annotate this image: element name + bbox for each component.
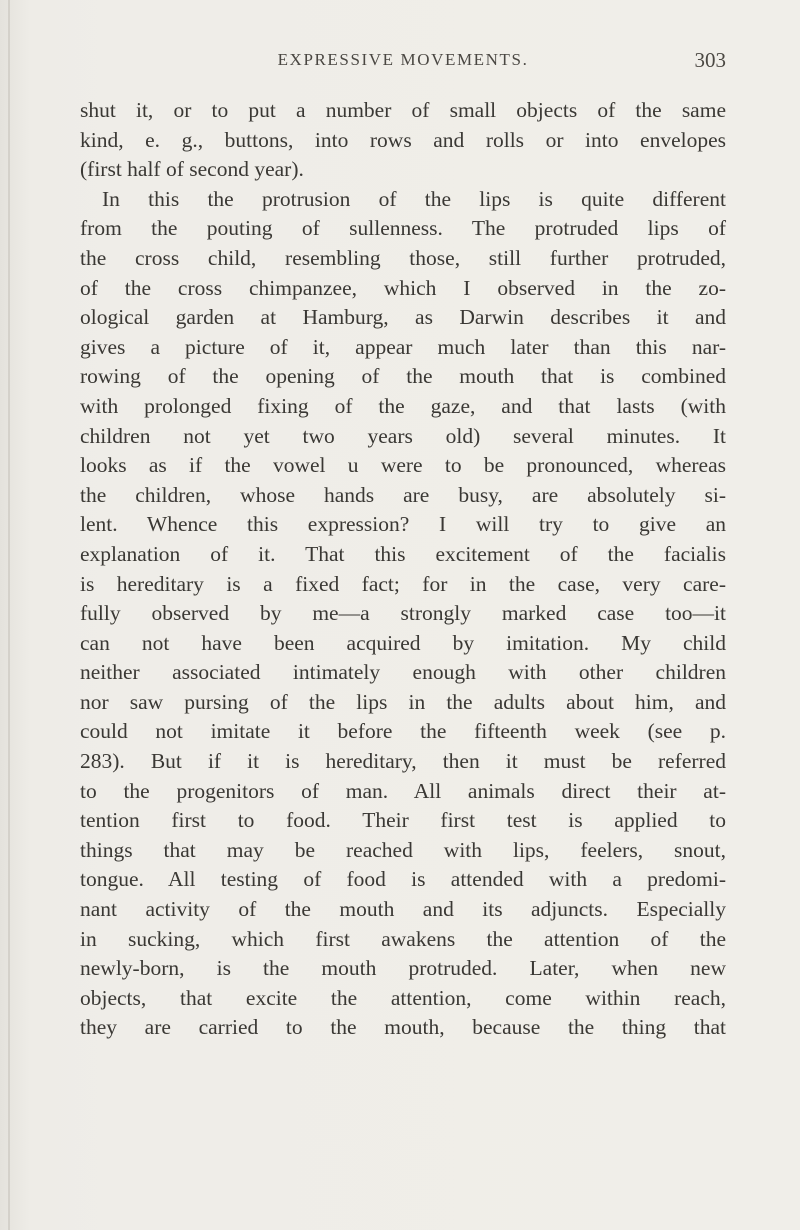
body-text: [80, 96, 726, 1043]
text-line: the children, whose hands are busy, are absolutely si-: [80, 482, 726, 507]
text-line: nant activity of the mouth and its adjuncts. Especially: [80, 897, 726, 922]
text-line: 283). But if it is hereditary, then it must be referred: [80, 749, 726, 774]
text-line: nor saw pursing of the lips in the adults about him, and: [80, 689, 726, 714]
running-head: [80, 50, 726, 78]
text-line: can not have been acquired by imitation. My child: [80, 630, 726, 655]
text-line: (first half of second year).: [80, 157, 304, 182]
text-line: rowing of the opening of the mouth that is combined: [80, 364, 726, 389]
text-line: things that may be reached with lips, feelers, snout,: [80, 837, 726, 862]
text-line: children not yet two years old) several minutes. It: [80, 423, 726, 448]
text-line: could not imitate it before the fifteenth week (see p.: [80, 719, 726, 744]
text-line: from the pouting of sullenness. The protruded lips of: [80, 216, 726, 241]
text-line: explanation of it. That this excitement of the facialis: [80, 541, 726, 566]
text-line: the cross child, resembling those, still further protruded,: [80, 245, 726, 270]
text-line: tention first to food. Their first test is applied to: [80, 808, 726, 833]
text-line: newly-born, is the mouth protruded. Later, when new: [80, 956, 726, 981]
text-line: ological garden at Hamburg, as Darwin describes it and: [80, 305, 726, 330]
text-line: objects, that excite the attention, come within reach,: [80, 985, 726, 1010]
text-line: neither associated intimately enough with other children: [80, 660, 726, 685]
text-line: to the progenitors of man. All animals direct their at-: [80, 778, 726, 803]
page-number: 303: [694, 48, 726, 72]
running-title: EXPRESSIVE MOVEMENTS.: [277, 50, 529, 69]
text-line: they are carried to the mouth, because the thing that: [80, 1015, 726, 1040]
text-line: lent. Whence this expression? I will try to give an: [80, 512, 726, 537]
text-line: tongue. All testing of food is attended with a predomi-: [80, 867, 726, 892]
text-line: fully observed by me—a strongly marked case too—it: [80, 601, 726, 626]
text-line: shut it, or to put a number of small objects of the same: [80, 98, 726, 122]
text-line: in sucking, which first awakens the attention of the: [80, 926, 726, 951]
text-line: In this the protrusion of the lips is quite different: [102, 186, 726, 211]
text-line: is hereditary is a fixed fact; for in the case, very care-: [80, 571, 726, 596]
text-line: kind, e. g., buttons, into rows and rolls or into envelopes: [80, 127, 726, 152]
text-line: with prolonged fixing of the gaze, and that lasts (with: [80, 393, 726, 418]
text-line: looks as if the vowel u were to be pronounced, whereas: [80, 453, 726, 478]
text-line: gives a picture of it, appear much later than this nar-: [80, 334, 726, 359]
page-gutter: [8, 0, 10, 1230]
text-line: of the cross chimpanzee, which I observed in the zo-: [80, 275, 726, 300]
